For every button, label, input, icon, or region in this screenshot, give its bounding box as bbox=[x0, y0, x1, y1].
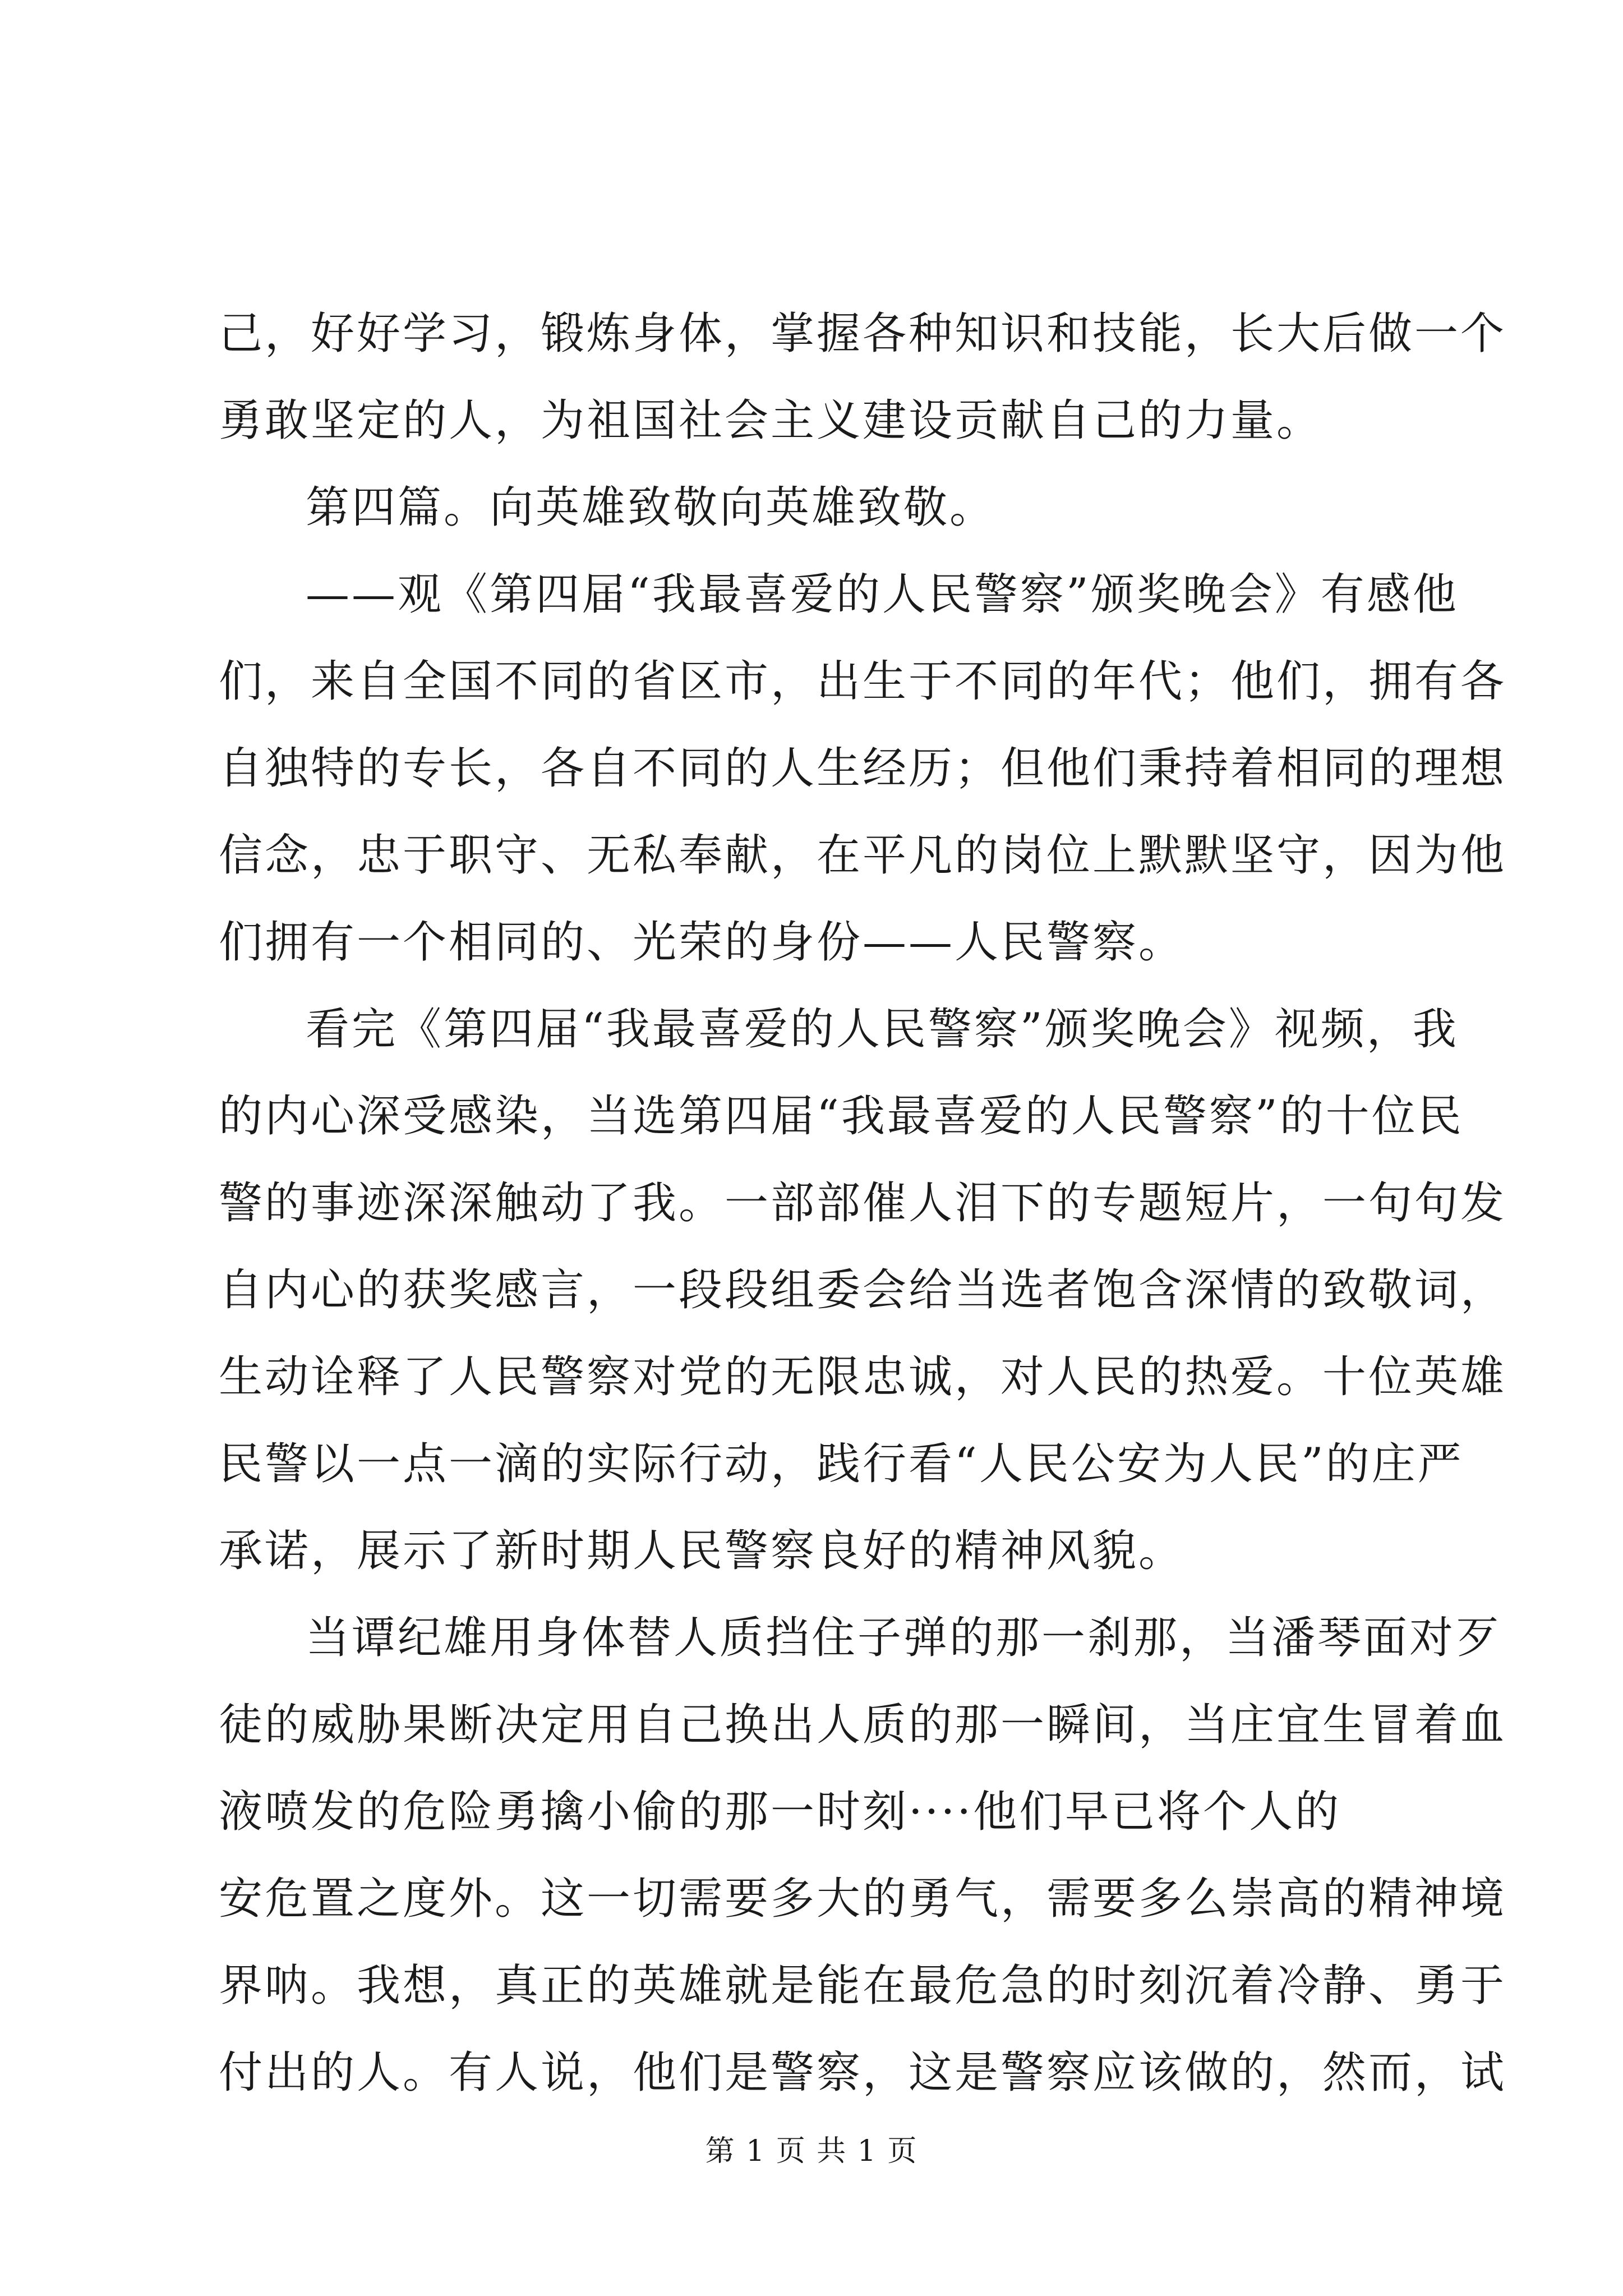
text-line: 们拥有一个相同的、光荣的身份——人民警察。 bbox=[219, 917, 1185, 968]
text-line: ——观《第四届“我最喜爱的人民警察”颁奖晚会》有感他 bbox=[306, 569, 1459, 620]
text-line: 勇敢坚定的人，为祖国社会主义建设贡献自己的力量。 bbox=[219, 395, 1323, 446]
text-line: 承诺，展示了新时期人民警察良好的精神风貌。 bbox=[219, 1526, 1185, 1576]
text-line: 看完《第四届“我最喜爱的人民警察”颁奖晚会》视频，我 bbox=[306, 1004, 1459, 1055]
text-line: 生动诠释了人民警察对党的无限忠诚，对人民的热爱。十位英雄 bbox=[219, 1352, 1507, 1402]
text-line: 安危置之度外。这一切需要多大的勇气，需要多么崇高的精神境 bbox=[219, 1874, 1507, 1924]
text-line: 自内心的获奖感言，一段段组委会给当选者饱含深情的致敬词， bbox=[219, 1265, 1507, 1315]
text-line: 信念，忠于职守、无私奉献，在平凡的岗位上默默坚守，因为他 bbox=[219, 830, 1507, 881]
text-line: 警的事迹深深触动了我。一部部催人泪下的专题短片，一句句发 bbox=[219, 1178, 1507, 1228]
text-line: 付出的人。有人说，他们是警察，这是警察应该做的，然而，试 bbox=[219, 2047, 1507, 2098]
text-line: 徒的威胁果断决定用自己换出人质的那一瞬间，当庄宜生冒着血 bbox=[219, 1700, 1507, 1750]
text-line: 液喷发的危险勇擒小偷的那一时刻····他们早已将个人的 bbox=[219, 1787, 1341, 1837]
text-line: 民警以一点一滴的实际行动，践行看“人民公安为人民”的庄严 bbox=[219, 1439, 1464, 1489]
text-line: 界呐。我想，真正的英雄就是能在最危急的时刻沉着冷静、勇于 bbox=[219, 1961, 1507, 2011]
text-line: 自独特的专长，各自不同的人生经历；但他们秉持着相同的理想 bbox=[219, 743, 1507, 794]
section-heading: 第四篇。向英雄致敬向英雄致敬。 bbox=[306, 482, 996, 533]
page-footer: 第 1 页 共 1 页 bbox=[705, 2134, 918, 2168]
text-line: 己，好好学习，锻炼身体，掌握各种知识和技能，长大后做一个 bbox=[219, 309, 1507, 359]
text-line: 的内心深受感染，当选第四届“我最喜爱的人民警察”的十位民 bbox=[219, 1091, 1464, 1142]
text-line: 们，来自全国不同的省区市，出生于不同的年代；他们，拥有各 bbox=[219, 656, 1507, 707]
text-line: 当谭纪雄用身体替人质挡住子弹的那一刹那，当潘琴面对歹 bbox=[306, 1613, 1502, 1663]
